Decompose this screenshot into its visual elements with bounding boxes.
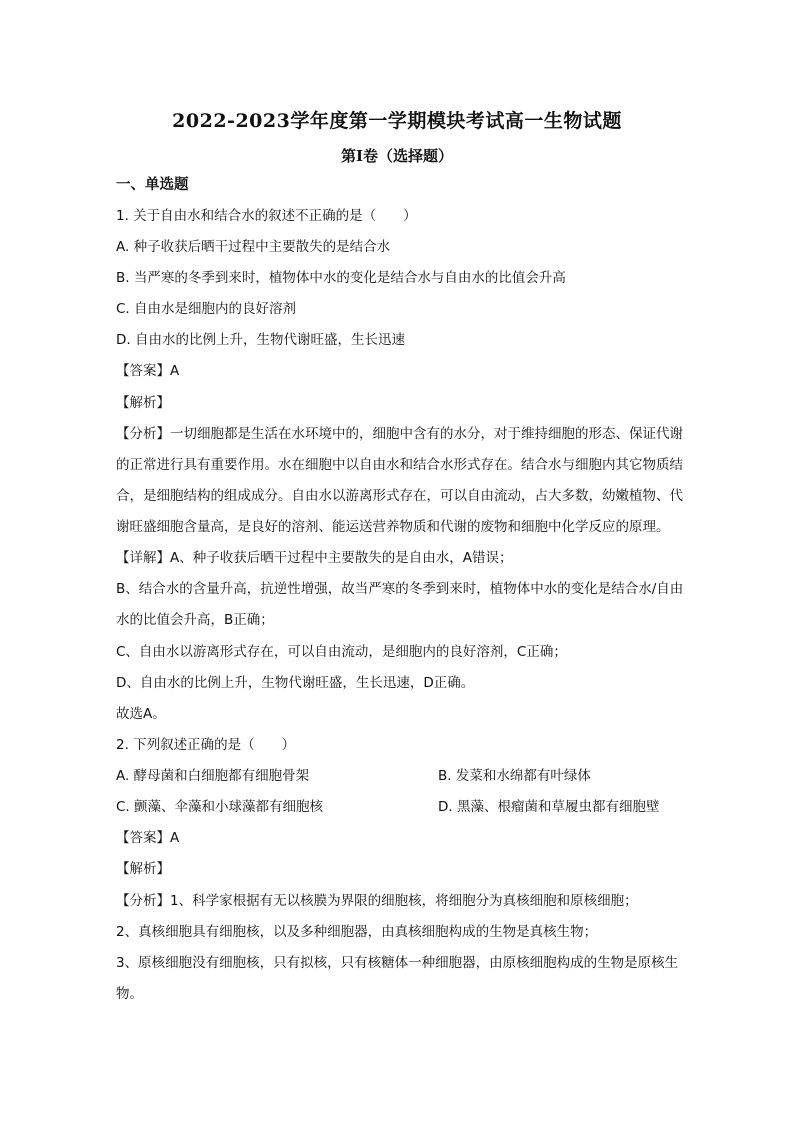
question-1-fenxi-line: 合，是细胞结构的组成成分。自由水以游离形式存在，可以自由流动，占大多数，幼嫩植物、代 xyxy=(116,488,683,504)
question-1-answer: 【答案】A xyxy=(116,363,180,379)
question-1-xiangjie-line: B、结合水的含量升高，抗逆性增强，故当严寒的冬季到来时，植物体中水的变化是结合水/自由 xyxy=(116,581,684,597)
question-1-option-c: C. 自由水是细胞内的良好溶剂 xyxy=(116,301,297,317)
question-2-option-b: B. 发菜和水绵都有叶绿体 xyxy=(438,768,591,784)
question-1-xiangjie-line: 水的比值会升高，B正确； xyxy=(116,612,274,628)
question-1-option-b: B. 当严寒的冬季到来时，植物体中水的变化是结合水与自由水的比值会升高 xyxy=(116,270,566,286)
page-title: 2022-2023学年度第一学期模块考试高一生物试题 xyxy=(172,110,622,132)
question-2-option-c: C. 颤藻、伞藻和小球藻都有细胞核 xyxy=(116,799,324,815)
question-1-fenxi-line: 谢旺盛细胞含量高，是良好的溶剂、能运送营养物质和代谢的废物和细胞中化学反应的原理。 xyxy=(116,519,670,535)
page-subtitle: 第Ⅰ卷（选择题） xyxy=(340,147,454,165)
question-2-fenxi-line: 2、真核细胞具有细胞核，以及多种细胞器，由真核细胞构成的生物是真核生物； xyxy=(116,924,598,940)
question-1-option-a: A. 种子收获后晒干过程中主要散失的是结合水 xyxy=(116,239,391,255)
question-1-xiangjie-line: C、自由水以游离形式存在，可以自由流动，是细胞内的良好溶剂，C正确； xyxy=(116,644,567,660)
question-1-fenxi-line: 的正常进行具有重要作用。水在细胞中以自由水和结合水形式存在。结合水与细胞内其它物质结 xyxy=(116,457,683,473)
question-2-option-a: A. 酵母菌和白细胞都有细胞骨架 xyxy=(116,768,310,784)
question-2-option-d: D. 黑藻、根瘤菌和草履虫都有细胞壁 xyxy=(438,799,660,815)
question-1-xiangjie-line: D、自由水的比例上升，生物代谢旺盛，生长迅速，D正确。 xyxy=(116,675,475,691)
question-1-fenxi-line: 【分析】一切细胞都是生活在水环境中的，细胞中含有的水分，对于维持细胞的形态、保证代谢 xyxy=(116,426,683,442)
question-2-fenxi-line: 【分析】1、科学家根据有无以核膜为界限的细胞核，将细胞分为真核细胞和原核细胞； xyxy=(116,893,638,909)
question-2-fenxi-line: 物。 xyxy=(116,986,143,1002)
question-1-option-d: D. 自由水的比例上升，生物代谢旺盛，生长迅速 xyxy=(116,332,405,348)
question-1-analysis-label: 【解析】 xyxy=(116,395,170,411)
question-1-xiangjie-line: 【详解】A、种子收获后晒干过程中主要散失的是自由水，A错误； xyxy=(116,550,513,566)
question-2-fenxi-line: 3、原核细胞没有细胞核，只有拟核，只有核糖体一种细胞器，由原核细胞构成的生物是原核生 xyxy=(116,955,679,971)
question-2-analysis-label: 【解析】 xyxy=(116,861,170,877)
question-2-answer: 【答案】A xyxy=(116,830,180,846)
section-heading: 一、单选题 xyxy=(116,176,189,193)
question-2-stem: 2. 下列叙述正确的是（ ） xyxy=(116,737,296,753)
question-1-xiangjie-line: 故选A。 xyxy=(116,706,166,722)
question-1-stem: 1. 关于自由水和结合水的叙述不正确的是（ ） xyxy=(116,208,417,224)
